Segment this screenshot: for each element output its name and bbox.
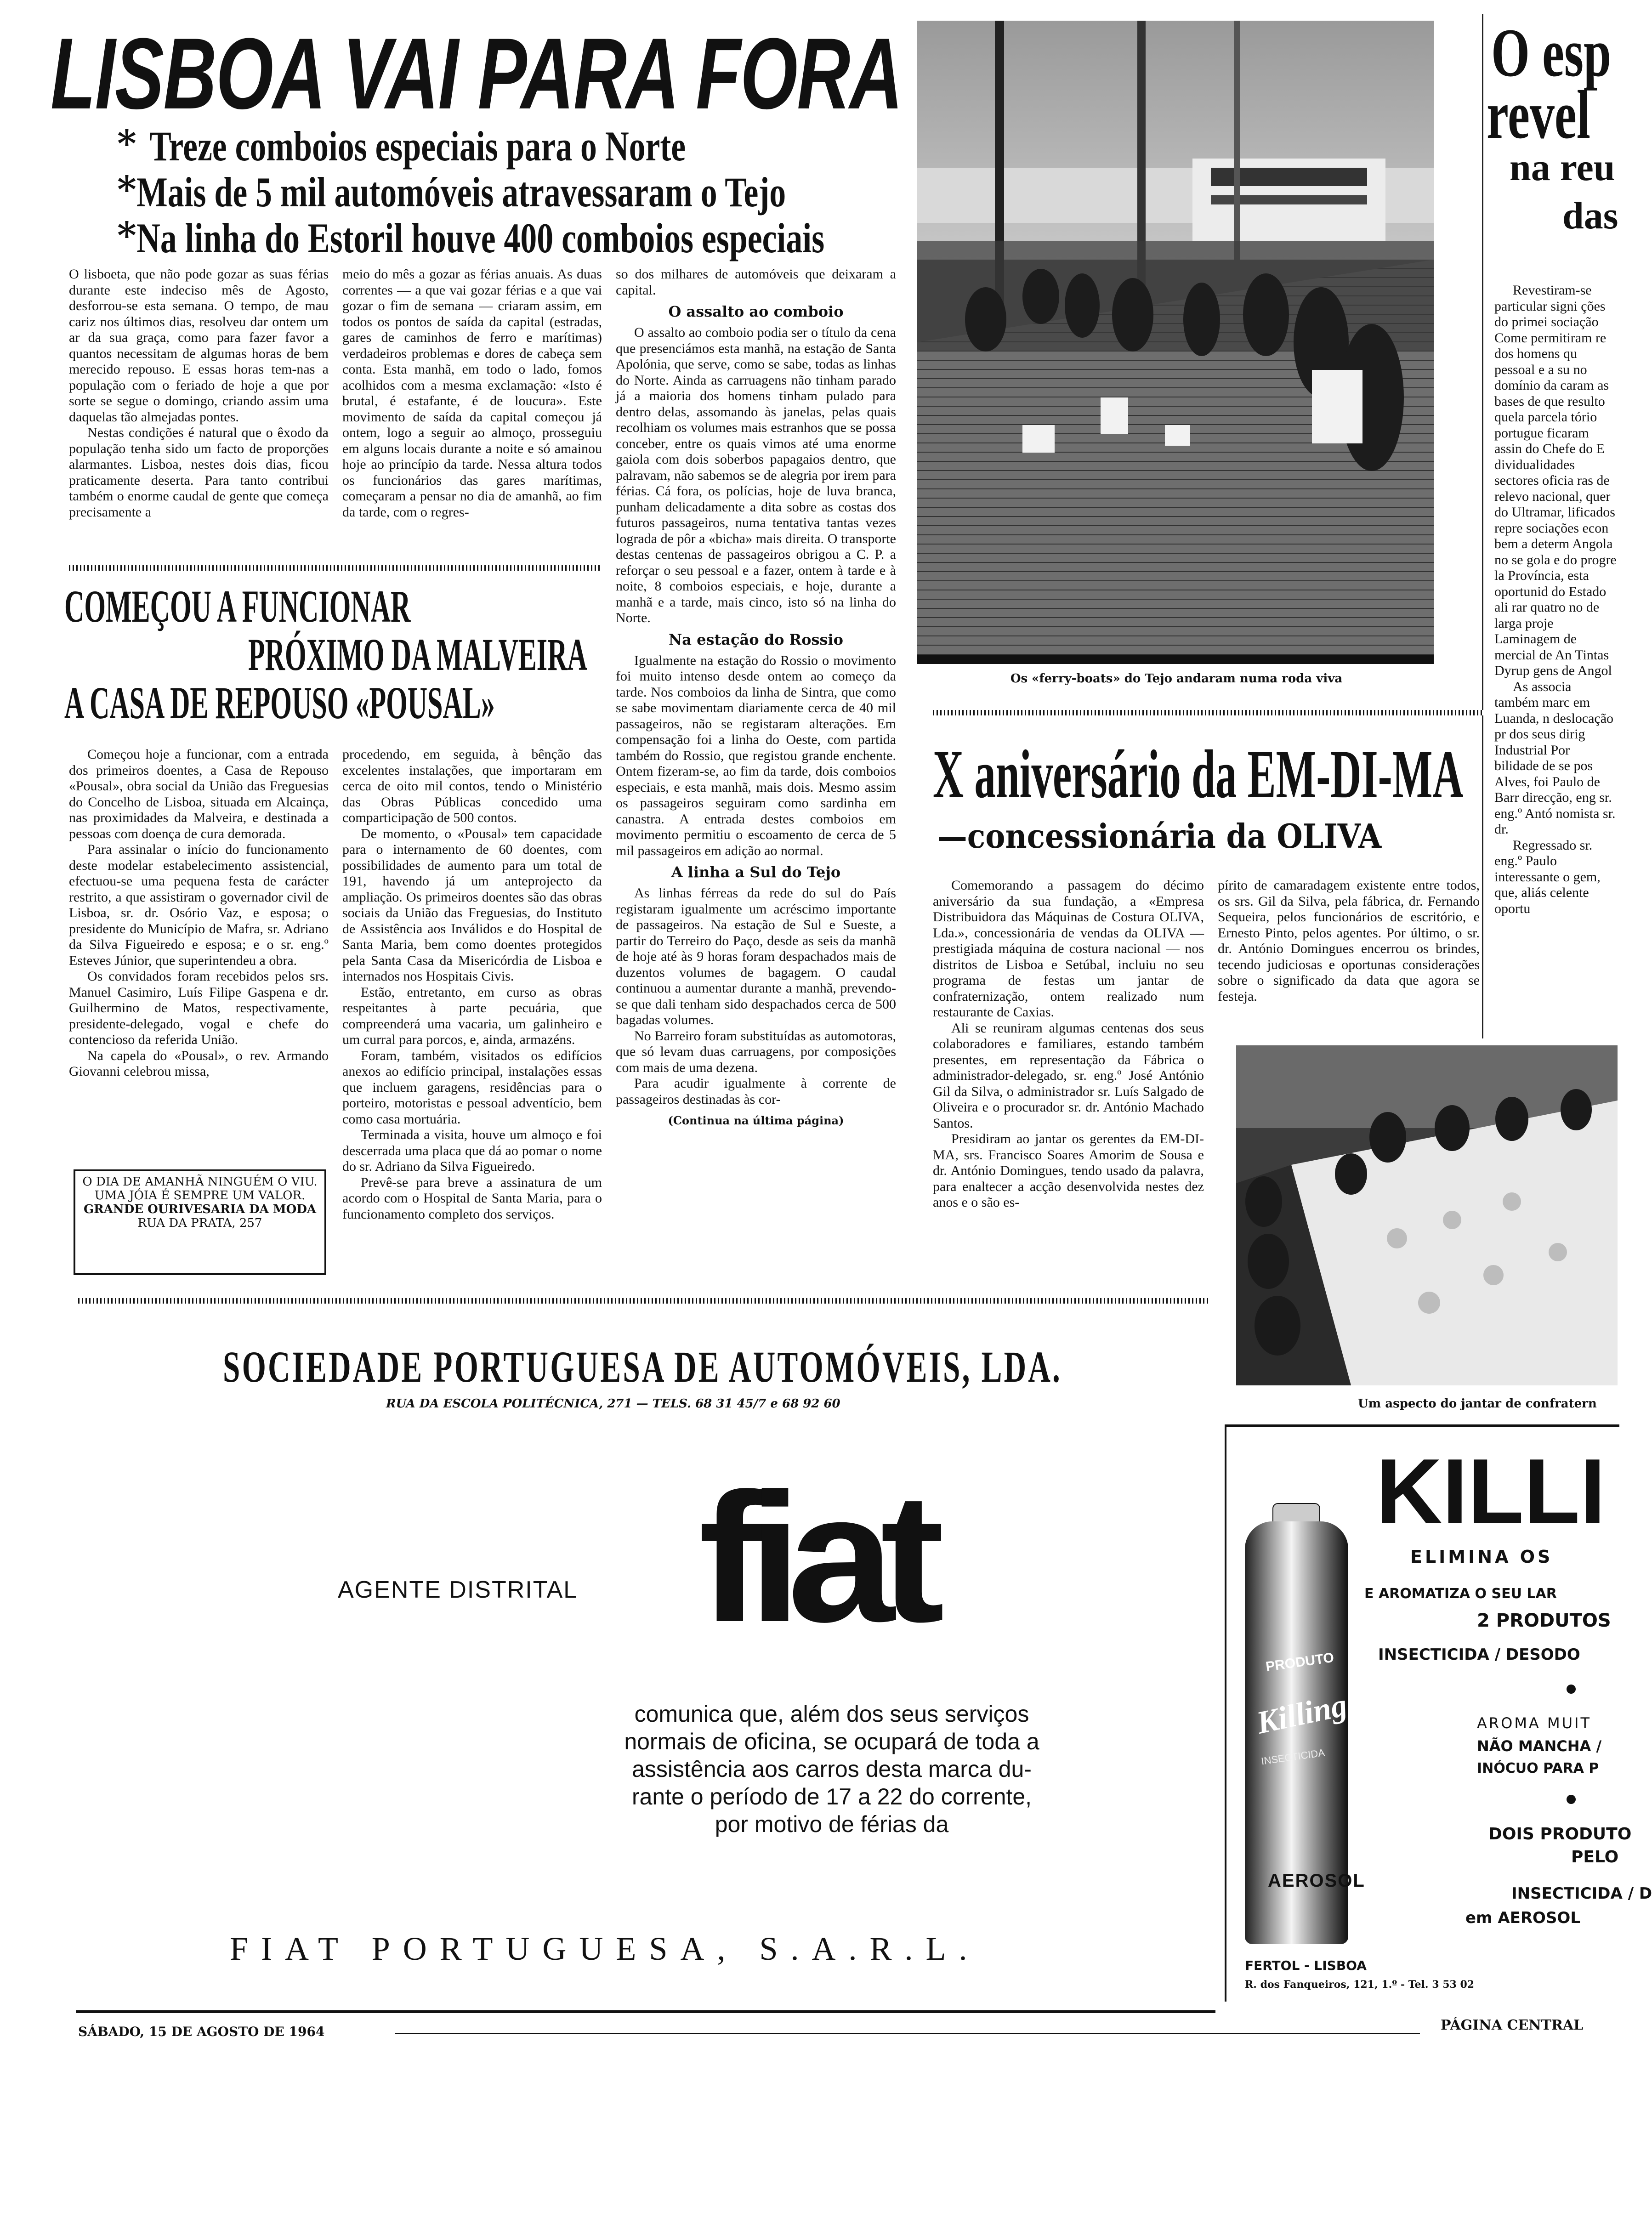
paragraph: Presidiram ao jantar os gerentes da EM-DI-MA, srs. Francisco Soares Amorim de Sousa e dr. António Domingues, tendo usado da palavra, para enaltecer a acção desenvolvida nestes dez anos e o são es- bbox=[933, 1131, 1204, 1210]
killing-line: DOIS PRODUTO bbox=[1488, 1825, 1632, 1844]
paragraph: Nestas condições é natural que o êxodo da população tenha sido um facto de proporções alarmantes. Lisboa, nestes dois dias, ficou praticamente deserta. Para tanto contribui também o enorme caudal de gente que começa precisamente a bbox=[69, 425, 329, 520]
paragraph: No Barreiro foram substituídas as automotoras, que só levam duas carruagens, por composições com mais de uma dezena. bbox=[616, 1028, 896, 1075]
bullet-star-icon: * bbox=[117, 168, 136, 211]
killing-maker-address: R. dos Fanqueiros, 121, 1.º - Tel. 3 53 02 bbox=[1245, 1979, 1475, 1991]
ferry-photo-image bbox=[917, 21, 1434, 664]
dinner-photo-image bbox=[1236, 1045, 1618, 1385]
killing-maker: FERTOL - LISBOA bbox=[1245, 1958, 1367, 1973]
ad-line: O DIA DE AMANHÃ NINGUÉM O VIU. bbox=[82, 1175, 318, 1189]
footer-page: PÁGINA CENTRAL bbox=[1441, 2017, 1584, 2033]
paragraph: Comemorando a passagem do décimo aniversário da sua fundação, a «Empresa Distribuidora das Máquinas de Costura OLIVA, Lda.», concessionária de vendas da OLIVA — prestigiada máquina de costura nacional — nos distritos de Lisboa e Setúbal, incluiu no seu programa de festas um jantar de confraternização, ontem realizado num restaurante de Caxias. bbox=[933, 878, 1204, 1020]
killing-brand: KILLI bbox=[1376, 1440, 1606, 1543]
paragraph: Foram, também, visitados os edifícios anexos ao edifício principal, instalações essas que incluem garagens, residências para o porteiro, motoristas e pessoal adventício, bem como casa mortuária. bbox=[342, 1048, 602, 1127]
footer-rule-line bbox=[395, 2033, 1420, 2034]
paragraph: meio do mês a gozar as férias anuais. As duas correntes — a que vai gozar férias e a que vai gozar o fim de semana — criaram assim, em todos os pontos de saída da capital (estradas, gares de caminhos de ferro e marítimas) verdadeiros problemas e dores de cabeça sem conta. Esta manhã, em todo o lado, fomos acolhidos com a mesma exclamação: «Isto é brutal, é estafante, é de loucura». Este movimento de saída da capital começou já ontem, logo a seguir ao almoço, prosseguiu em alguns locais durante a noite e só amainou hoje ao princípio da tarde. Nessa altura todos os funcionários das gares marítimas, começaram a pensar no dia de amanhã, ao fim da tarde, com o regres- bbox=[342, 267, 602, 520]
bullet-1: Treze comboios especiais para o Norte bbox=[149, 123, 686, 170]
paragraph: Os convidados foram recebidos pelos srs. Manuel Casimiro, Luís Filipe Gaspena e dr. Guilhermino de Matos, respectivamente, presidente-delegado, vogal e chefe do contencioso da referida União. bbox=[69, 969, 329, 1047]
lisboa-column-1 bbox=[69, 267, 329, 561]
ferry-photo bbox=[917, 21, 1434, 664]
emdima-column-2 bbox=[1218, 878, 1480, 1071]
subhead: Na estação do Rossio bbox=[668, 630, 844, 648]
paragraph: procedendo, em seguida, à bênção das excelentes instalações, que importaram em cerca de oito mil contos, tendo o Ministério das Obras Públicas concedido uma comparticipação de 500 contos. bbox=[342, 747, 602, 825]
killing-line: NÃO MANCHA / bbox=[1477, 1737, 1602, 1755]
killing-line: INSECTICIDA / D bbox=[1511, 1884, 1652, 1903]
killing-ad bbox=[1225, 1424, 1652, 2002]
paragraph: Para acudir igualmente à corrente de passageiros destinadas às cor- bbox=[616, 1076, 896, 1107]
emdima-subtitle: —concessionária da OLIVA bbox=[937, 817, 1382, 856]
separator bbox=[78, 1298, 1209, 1304]
footer-date: SÁBADO, 15 DE AGOSTO DE 1964 bbox=[78, 2024, 325, 2039]
malveira-title-line1: COMEÇOU A FUNCIONAR bbox=[64, 581, 411, 632]
right-subtitle-line2: das bbox=[1562, 194, 1618, 237]
bullet-dot-icon bbox=[1567, 1795, 1576, 1804]
lisboa-column-3 bbox=[616, 267, 896, 1282]
fiat-body-line: rante o período de 17 a 22 do corrente, bbox=[631, 1784, 1032, 1810]
paragraph: Para assinalar o início do funcionamento deste modelar estabelecimento assistencial, efectuou-se uma pequena festa de carácter restrito, a que assistiram o governador civil de Lisboa, sr. dr. Osório Vaz, e esposa; o presidente do Município de Mafra, sr. Adriano da Silva Figueiredo e esposa; e o sr. eng.º Esteves Júnior, que superintendeu a obra. bbox=[69, 842, 329, 968]
killing-line: PELO bbox=[1571, 1848, 1619, 1866]
killing-line: 2 PRODUTOS bbox=[1477, 1610, 1611, 1631]
right-partial-title bbox=[1487, 15, 1618, 239]
paragraph: De momento, o «Pousal» tem capacidade para o internamento de 60 doentes, com possibilidades de aumento para um total de 191, havendo já um anteprojecto da ampliação. Os primeiros doentes são das obras sociais da União das Freguesias, do Instituto de Assistência aos Inválidos e do Hospital de Santa Maria, bem como doentes protegidos pela Santa Casa da Misericórdia de Lisboa e internados nos Hospitais Civis. bbox=[342, 826, 602, 984]
killing-line: em AEROSOL bbox=[1465, 1909, 1581, 1927]
headline bbox=[51, 17, 947, 130]
fiat-body-line: assistência aos carros desta marca du- bbox=[632, 1756, 1032, 1782]
fiat-body-line: por motivo de férias da bbox=[715, 1811, 949, 1837]
malveira-column-2 bbox=[342, 747, 602, 1280]
aerosol-can-image bbox=[1245, 1503, 1365, 1944]
sociedade-name: SOCIEDADE PORTUGUESA DE AUTOMÓVEIS, LDA. bbox=[223, 1342, 1062, 1391]
killing-line: INSECTICIDA / DESODO bbox=[1378, 1645, 1580, 1664]
ad-address: RUA DA PRATA, 257 bbox=[137, 1216, 262, 1230]
right-title-line2: revel bbox=[1487, 77, 1590, 153]
bullet-dot-icon bbox=[1567, 1685, 1576, 1694]
dinner-photo-caption: Um aspecto do jantar de confratern bbox=[1358, 1397, 1597, 1411]
ad-line: UMA JÓIA É SEMPRE UM VALOR. bbox=[94, 1189, 306, 1203]
right-partial-body bbox=[1494, 283, 1618, 1045]
fiat-agent-label: AGENTE DISTRITAL bbox=[338, 1577, 578, 1603]
separator bbox=[933, 710, 1484, 715]
paragraph: O assalto ao comboio podia ser o título da cena que presenciámos esta manhã, na estação de Santa Apolónia, que serve, como se sabe, todas as linhas do Norte. Ainda as carruagens não tinham parado já a maioria dos homens tinham pulado para dentro delas, assomando às janelas, pelas quais recolhiam os volumes mais estranhos que se possa conceber, entre os quais vimos até uma enorme gaiola com dois soberbos papagaios dentro, que palravam, não sabemos se de alegria por irem para férias. Cá fora, os polícias, hoje de luva branca, punham delicadamente a dita sobre as costas dos futuros passageiros, numa tentativa tantas vezes lograda de pôr a «bicha» mais direita. O transporte destas centenas de passageiros obrigou a C. P. a reforçar o seu pessoal e a fazer, ontem à tarde e à noite, 8 comboios especiais, e hoje, durante a manhã e a tarde, mais cinco, isto só na linha do Norte. bbox=[616, 325, 896, 625]
paragraph: Começou hoje a funcionar, com a entrada dos primeiros doentes, a Casa de Repouso «Pousal», obra social da União das Freguesias do Concelho de Lisboa, situada em Alcainça, nas proximidades da Malveira, e destinada a pessoas com doença de cura demorada. bbox=[69, 747, 329, 841]
paragraph: Prevê-se para breve a assinatura de um acordo com o Hospital de Santa Maria, para o funcionamento completo dos serviços. bbox=[342, 1174, 602, 1222]
separator bbox=[69, 565, 602, 571]
can-label: INSECTICIDA bbox=[1260, 1747, 1326, 1767]
paragraph: As linhas férreas da rede do sul do País registaram igualmente um acréscimo importante de passageiros. Na estação de Sul e Sueste, a partir do Terreiro do Paço, desde as seis da manhã de hoje até às 9 horas foram despachados mais de duzentos volumes de bagagem. O caudal continuou a aumentar durante a manhã, prevendo-se que dali tenham sido despachados cerca de 500 bagadas volumes. bbox=[616, 885, 896, 1027]
paragraph: Igualmente na estação do Rossio o movimento foi muito intenso desde ontem ao começo da tarde. Nos comboios da linha de Sintra, que como se sabe movimentam diariamente cerca de 40 mil passageiros, não se registaram alterações. Em compensação foi a linha do Oeste, com partida também do Rossio, que registou grande enchente. Ontem fizeram-se, ao fim da tarde, dois comboios especiais, e esta manhã, mais dois. Mesmo assim os passageiros seguiram como sardinha em canastra. A entrada destes comboios em movimento permitiu o escoamento de cerca de 5 mil passageiros em adição ao normal. bbox=[616, 652, 896, 858]
subhead: O assalto ao comboio bbox=[668, 303, 844, 320]
headline-text: LISBOA VAI PARA FORA bbox=[51, 17, 903, 130]
paragraph: Ali se reuniram algumas centenas dos seus colaboradores e familiares, estando também presentes, em representação da Fábrica o administrador-delegado, sr. eng.º José António Gil da Silva, o administrador sr. Luís Salgado de Oliveira e o procurador sr. dr. António Machado Santos. bbox=[933, 1020, 1204, 1131]
ourivesaria-ad bbox=[74, 1169, 326, 1275]
sociedade-address: RUA DA ESCOLA POLITÉCNICA, 271 — TELS. 68 31 45/7 e 68 92 60 bbox=[386, 1397, 840, 1411]
paragraph: so dos milhares de automóveis que deixaram a capital. bbox=[616, 267, 896, 298]
killing-line: ELIMINA OS bbox=[1410, 1547, 1553, 1567]
bullet-2: Mais de 5 mil automóveis atravessaram o Tejo bbox=[136, 169, 786, 216]
headline-bullets bbox=[117, 122, 917, 260]
fiat-body-line: normais de oficina, se ocupará de toda a bbox=[624, 1729, 1039, 1754]
paragraph: As associa também marc em Luanda, n deslocação pr dos seus dirig Industrial Por bilidade de se pos Alves, foi Paulo de Barr direcção, eng sr. eng.º Antó nomista sr. dr. bbox=[1494, 679, 1616, 837]
bullet-star-icon: * bbox=[117, 122, 136, 165]
fiat-logo: fiat bbox=[698, 1455, 930, 1660]
right-subtitle-line1: na reu bbox=[1510, 146, 1615, 189]
fiat-company: FIAT PORTUGUESA, S.A.R.L. bbox=[230, 1930, 980, 1967]
can-label: AEROSOL bbox=[1268, 1871, 1365, 1891]
killing-line: AROMA MUIT bbox=[1477, 1714, 1591, 1732]
fiat-body bbox=[533, 1700, 1130, 1838]
subhead: A linha a Sul do Tejo bbox=[671, 863, 841, 881]
dinner-photo bbox=[1236, 1045, 1618, 1385]
paragraph: pírito de camaradagem existente entre todos, os srs. Gil da Silva, pela fábrica, dr. Fernando Sequeira, pelos funcionários de escritório, e Ernesto Pinto, pelos agentes. Por último, o sr. dr. António Domingues encerrou os brindes, tecendo judiciosas e oportunas considerações sobre o significado da data que agora se festeja. bbox=[1218, 878, 1480, 1004]
ferry-photo-caption: Os «ferry-boats» do Tejo andaram numa roda viva bbox=[1010, 672, 1343, 686]
fiat-body-line: comunica que, além dos seus serviços bbox=[634, 1701, 1029, 1727]
paragraph: Revestiram-se particular signi ções do primei sociação Come permitiram re dos homens qu pessoal e a su no domínio da caram as bases de que resulto quela parcela tório portugue ficaram assin do Chefe do E dividualidades sectores oficia ras de relevo nacional, quer do Ultramar, lificados repre sociações econ bem a determ Angola no se gola e do progre la Província, esta oportunid do Estado ali rar quatro no de larga proje Laminagem de mercial de An Tintas Dyrup gens de Angol bbox=[1494, 283, 1617, 678]
malveira-title bbox=[64, 581, 625, 735]
footer-rule-top bbox=[76, 2010, 1215, 2013]
can-label: Killing bbox=[1254, 1687, 1351, 1741]
lisboa-column-2 bbox=[342, 267, 602, 561]
killing-line: INÓCUO PARA P bbox=[1477, 1760, 1599, 1776]
paragraph: Estão, entretanto, em curso as obras respeitantes à parte pecuária, que compreenderá uma vacaria, um galinheiro e um curral para porcos, e, ainda, armazéns. bbox=[342, 984, 602, 1047]
bullet-star-icon: * bbox=[117, 214, 136, 257]
malveira-title-line2: PRÓXIMO DA MALVEIRA bbox=[248, 629, 587, 680]
emdima-column-1 bbox=[933, 878, 1204, 1273]
can-label: PRODUTO bbox=[1265, 1650, 1335, 1675]
paragraph: Na capela do «Pousal», o rev. Armando Giovanni celebrou missa, bbox=[69, 1048, 329, 1079]
paragraph: Terminada a visita, houve um almoço e foi descerrada uma placa que dá ao pomar o nome do sr. Adriano da Silva Figueiredo. bbox=[342, 1127, 602, 1174]
ad-shop-name: GRANDE OURIVESARIA DA MODA bbox=[83, 1203, 317, 1216]
emdima-title: X aniversário da EM-DI-MA bbox=[933, 736, 1464, 812]
malveira-title-line3: A CASA DE REPOUSO «POUSAL» bbox=[64, 677, 495, 728]
continua-note: (Continua na última página) bbox=[668, 1114, 844, 1127]
bullet-3: Na linha do Estoril houve 400 comboios especiais bbox=[136, 215, 824, 261]
paragraph: O lisboeta, que não pode gozar as suas férias durante este indeciso mês de Agosto, desforrou-se esta semana. O tempo, de mau cariz nos últimos dias, resolveu dar ontem um ar da sua graça, como para fazer favor a quantos necessitam de algumas horas de bem merecido repouso. E essas horas tem-nas a população com o feriado de hoje a que por sorte se segue o domingo, criando assim uma daquelas tão almejadas pontes. bbox=[69, 267, 329, 425]
killing-line: E AROMATIZA O SEU LAR bbox=[1364, 1586, 1557, 1602]
right-title-line1: O esp bbox=[1491, 15, 1612, 91]
vertical-rule bbox=[1482, 14, 1483, 1038]
malveira-column-1 bbox=[69, 747, 329, 1160]
paragraph: Regressado sr. eng.º Paulo interessante o gem, que, aliás celente oportu bbox=[1494, 837, 1601, 916]
